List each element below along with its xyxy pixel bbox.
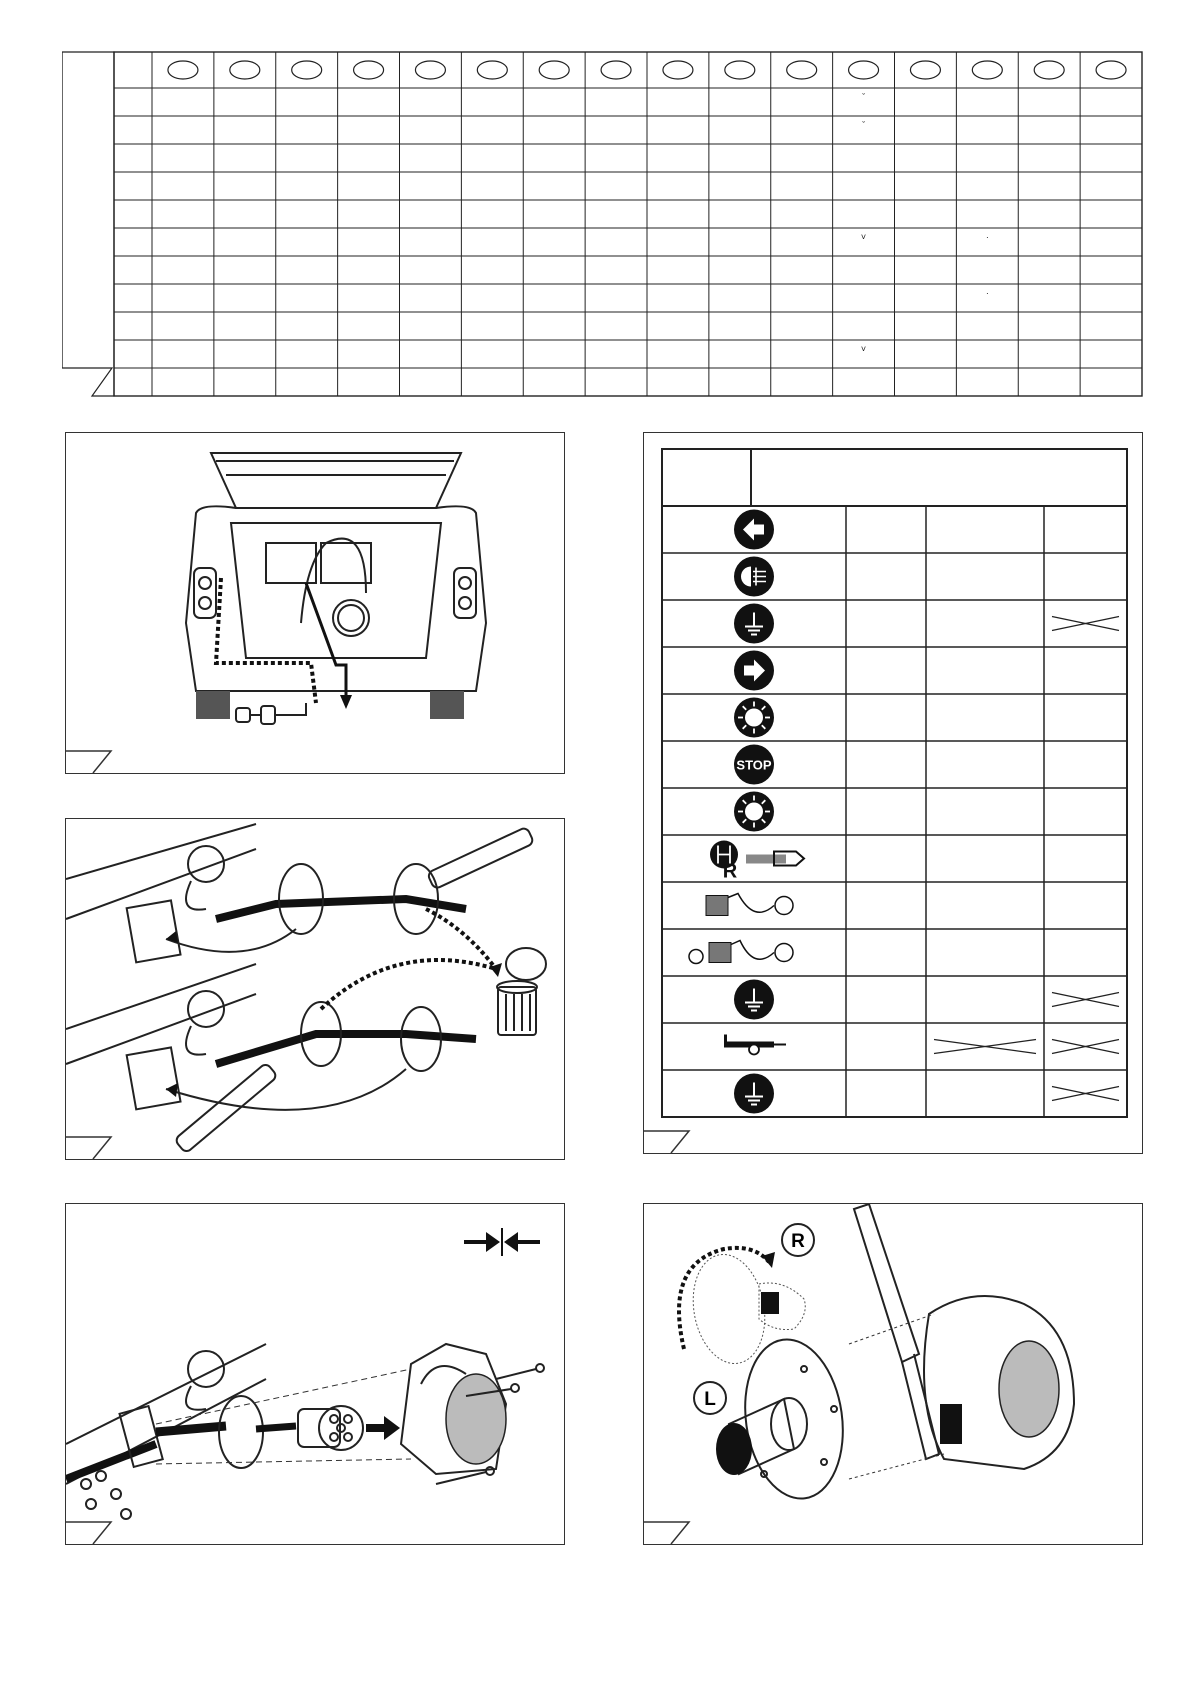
figure-mount-socket xyxy=(65,1203,565,1545)
tail-light-left-icon xyxy=(734,792,774,832)
ground-icon xyxy=(734,980,774,1020)
column-header-oval xyxy=(292,61,322,79)
right-side-marker xyxy=(782,1224,814,1256)
orientation-illustration xyxy=(644,1204,1142,1544)
column-header-oval xyxy=(787,61,817,79)
column-header-oval xyxy=(539,61,569,79)
column-header-oval xyxy=(663,61,693,79)
figure-pin-assignment xyxy=(643,432,1143,1154)
left-turn-indicator-icon xyxy=(734,510,774,550)
figure-corner-tab xyxy=(643,1512,691,1544)
reverse-light-icon xyxy=(710,841,804,883)
figure-orientation xyxy=(643,1203,1143,1545)
column-header-oval xyxy=(415,61,445,79)
table-mark: · xyxy=(985,288,989,298)
rear-fog-light-icon xyxy=(734,557,774,597)
column-header-oval xyxy=(230,61,260,79)
ground-icon xyxy=(734,1074,774,1114)
ignition-power-icon xyxy=(689,941,793,964)
figure-corner-tab xyxy=(65,1127,113,1159)
wiring-matrix-grid xyxy=(62,50,1144,400)
table-side-tab xyxy=(62,52,114,396)
legend-border xyxy=(662,449,1127,1117)
figure-corner-tab xyxy=(65,1512,113,1544)
column-header-oval xyxy=(354,61,384,79)
column-header-oval xyxy=(910,61,940,79)
ground-icon xyxy=(734,604,774,644)
table-mark: ˅ xyxy=(860,232,867,242)
left-side-marker xyxy=(694,1382,726,1414)
stop-label: STOP xyxy=(736,757,772,773)
car-rear-illustration xyxy=(66,433,564,773)
figure-corner-tab xyxy=(65,741,113,773)
figure-cable-routing xyxy=(65,432,565,774)
column-header-oval xyxy=(1096,61,1126,79)
socket-mounting-illustration xyxy=(66,1204,564,1544)
table-mark: ˇ xyxy=(862,92,866,102)
pin-assignment-table xyxy=(644,433,1142,1153)
table-mark: ˇ xyxy=(862,120,866,130)
column-header-oval xyxy=(849,61,879,79)
wiring-matrix-table xyxy=(62,50,1144,400)
tail-light-right-icon xyxy=(734,698,774,738)
table-border xyxy=(114,52,1142,396)
reverse-label: R xyxy=(722,860,738,883)
permanent-power-icon xyxy=(706,894,793,916)
table-mark: · xyxy=(985,232,989,242)
column-header-oval xyxy=(1034,61,1064,79)
column-header-oval xyxy=(477,61,507,79)
tighten-icon xyxy=(464,1228,540,1256)
figure-corner-tab xyxy=(643,1121,691,1153)
stop-light-icon xyxy=(734,745,774,785)
column-header-oval xyxy=(725,61,755,79)
column-header-oval xyxy=(972,61,1002,79)
right-turn-indicator-icon xyxy=(734,651,774,691)
figure-remove-old-socket xyxy=(65,818,565,1160)
left-side-label: L xyxy=(704,1389,716,1410)
right-side-label: R xyxy=(791,1231,805,1252)
trailer-detection-icon xyxy=(724,1035,786,1055)
table-mark: ˅ xyxy=(860,344,867,354)
column-header-oval xyxy=(601,61,631,79)
column-header-oval xyxy=(168,61,198,79)
socket-removal-illustration xyxy=(66,819,564,1159)
